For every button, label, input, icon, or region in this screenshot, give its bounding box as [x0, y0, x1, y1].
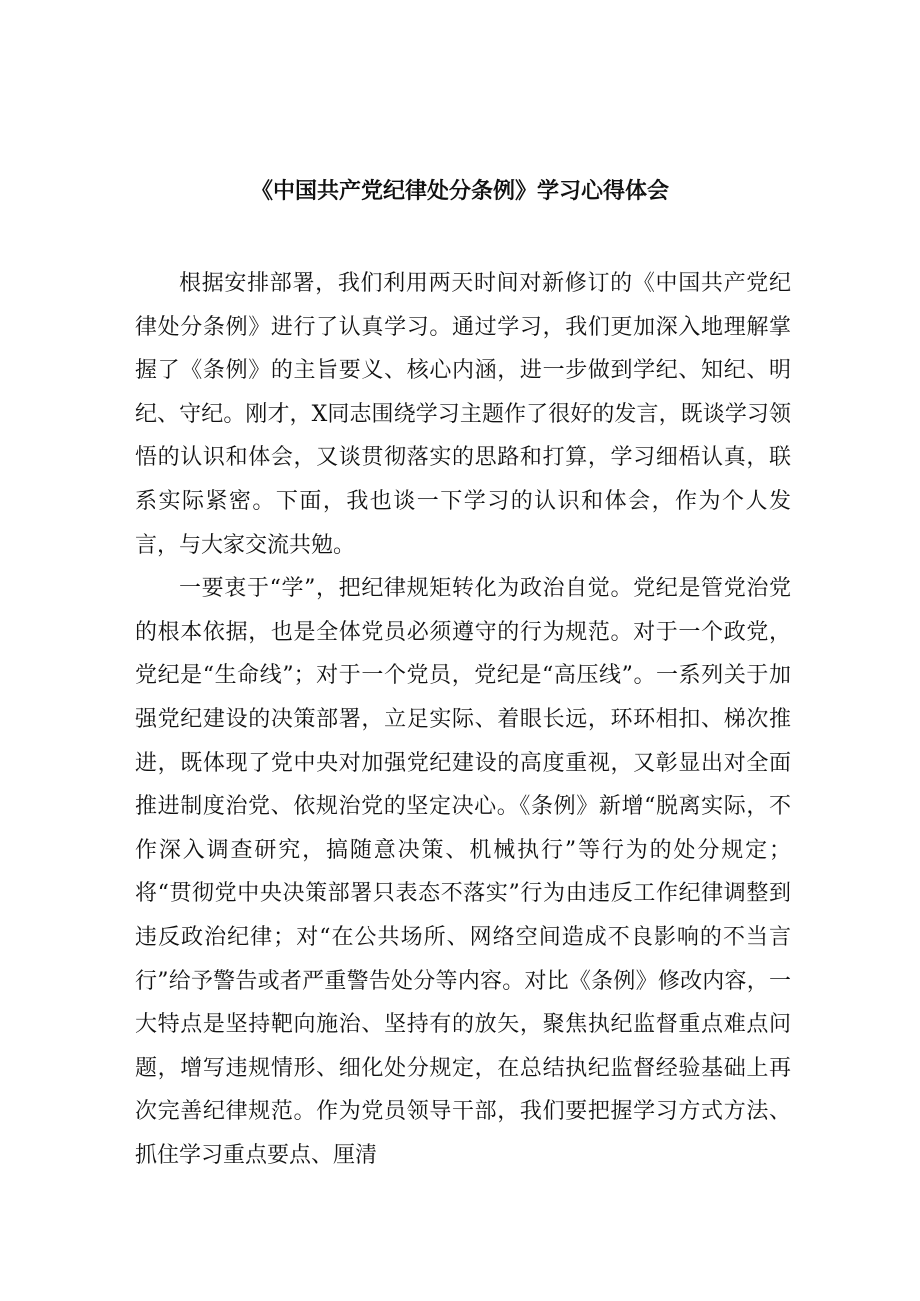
paragraph-intro: 根据安排部署，我们利用两天时间对新修订的《中国共产党纪律处分条例》进行了认真学习。通过学习，我们更加深入地理解掌握了《条例》的主旨要义、核心内涵，进一步做到学纪、知纪、明纪、守纪。刚才，X同志围绕学习主题作了很好的发言，既谈学习领悟的认识和体会，又谈贯彻落实的思路和打算，学习细梧认真，联系实际紧密。下面，我也谈一下学习的认识和体会，作为个人发言，与大家交流共勉。 — [135, 271, 791, 558]
document-body — [135, 262, 791, 1177]
paragraph-point-one: 一要衷于“学”，把纪律规矩转化为政治自觉。党纪是管党治党的根本依据，也是全体党员必须遵守的行为规范。对于一个政党，党纪是“生命线”；对于一个党员，党纪是“高压线”。一系列关于加强党纪建设的决策部署，立足实际、着眼长远，环环相扣、梯次推进，既体现了党中央对加强党纪建设的高度重视，又彰显出对全面推进制度治党、依规治党的坚定决心。《条例》新增“脱离实际，不作深入调查研究，搞随意决策、机械执行”等行为的处分规定；将“贯彻党中央决策部署只表态不落实”行为由违反工作纪律调整到违反政治纪律；对“在公共场所、网络空间造成不良影响的不当言行”给予警告或者严重警告处分等内容。对比《条例》修改内容，一大特点是坚持靶向施治、坚持有的放矢，聚焦执纪监督重点难点问题，增写违规情形、细化处分规定，在总结执纪监督经验基础上再次完善纪律规范。作为党员领导干部，我们要把握学习方式方法、抓住学习重点要点、厘清 — [135, 576, 791, 1168]
document-title: 《中国共产党纪律处分条例》学习心得体会 — [250, 179, 669, 204]
